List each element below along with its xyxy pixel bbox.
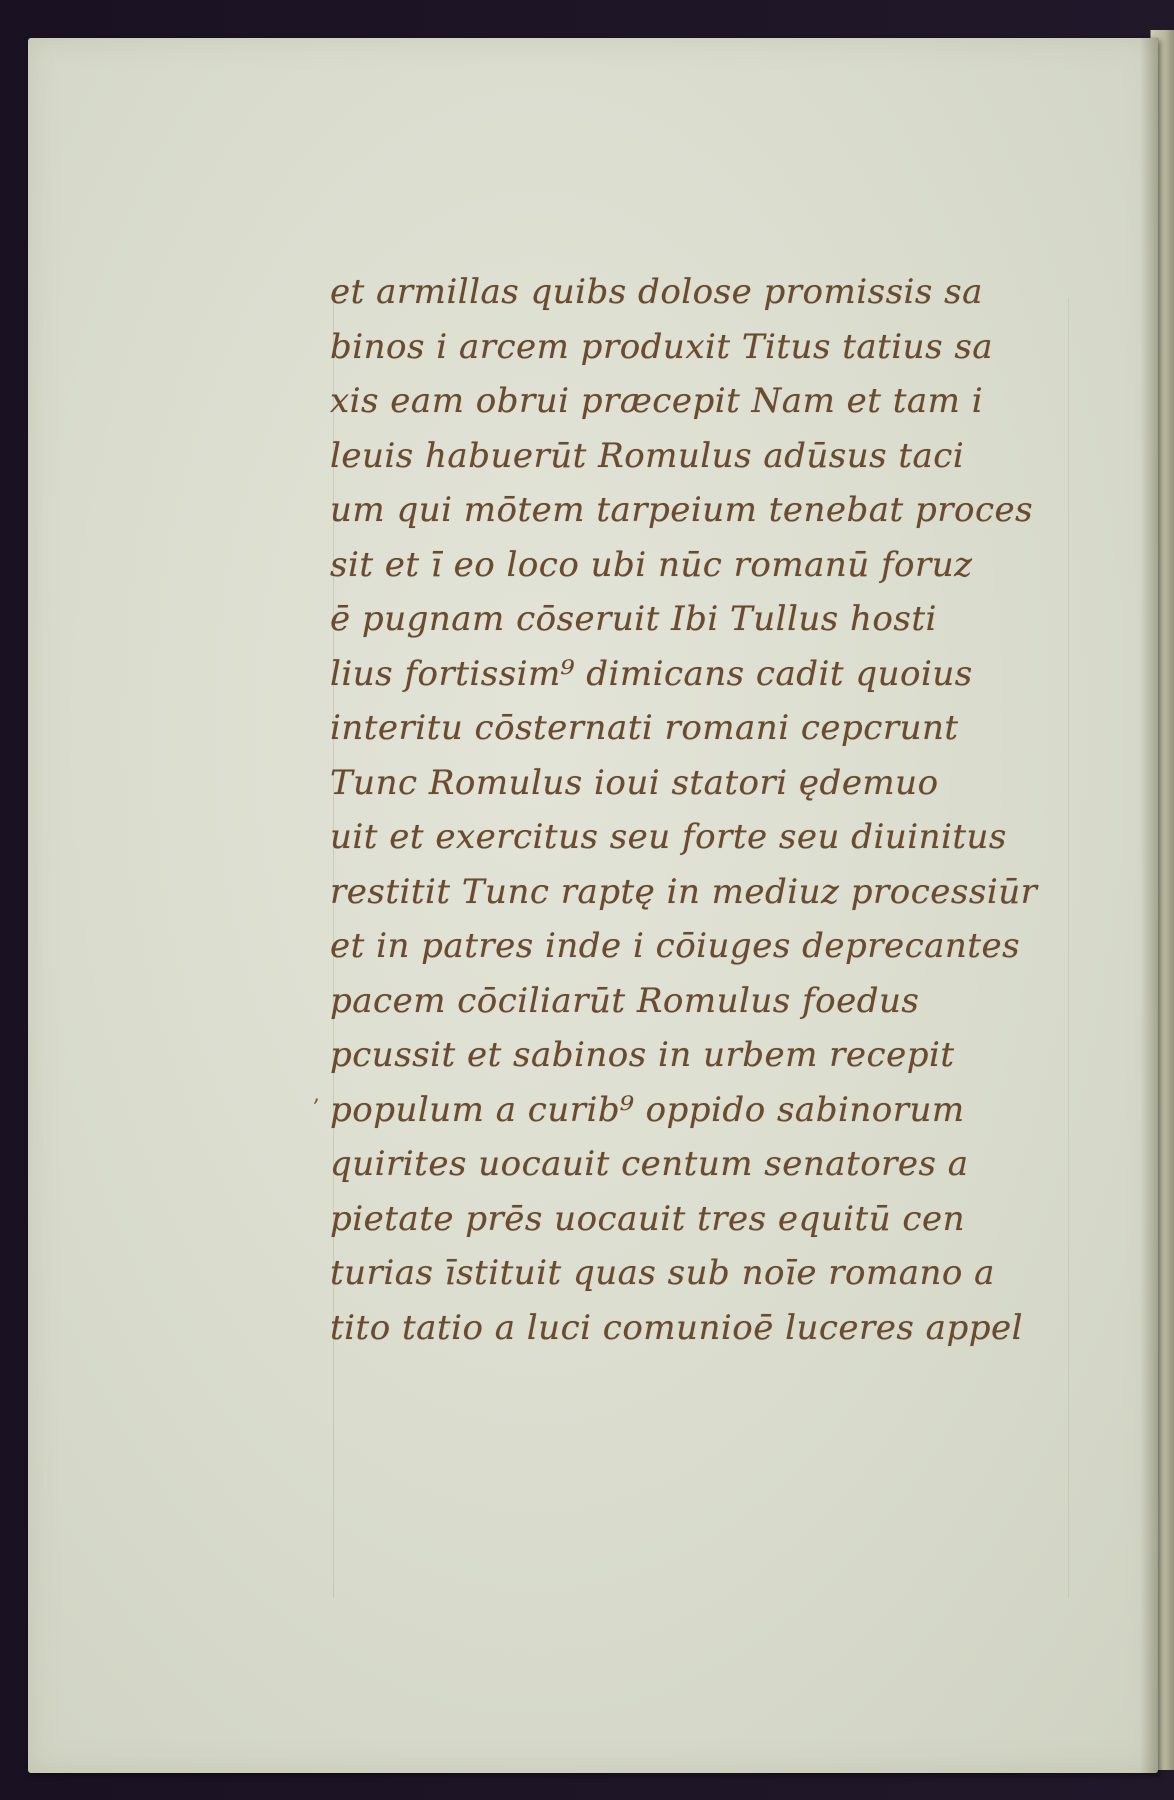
text-line: leuis habuerūt Romulus adūsus taci bbox=[330, 435, 965, 476]
text-line: uit et exercitus seu forte seu diuinitus bbox=[330, 817, 1007, 857]
text-line: um qui mōtem tarpeium tenebat proces bbox=[330, 490, 1034, 530]
text-line: sit et ī eo loco ubi nūc romanū foruz bbox=[330, 544, 973, 585]
text-line: pietate prēs uocauit tres equitū cen bbox=[330, 1198, 965, 1239]
text-line: pcussit et sabinos in urbem recepit bbox=[330, 1035, 955, 1075]
text-line: restitit Tunc raptę in mediuz processiūr bbox=[330, 871, 1038, 912]
margin-mark: , bbox=[313, 1082, 320, 1107]
text-line: quirites uocauit centum senatores a bbox=[330, 1144, 969, 1184]
text-line: tito tatio a luci comunioē luceres appel bbox=[330, 1307, 1023, 1348]
text-line: lius fortissim⁹ dimicans cadit quoius bbox=[330, 653, 973, 694]
page-gutter-shadow bbox=[1140, 38, 1158, 1773]
text-line: interitu cōsternati romani cepcrunt bbox=[330, 708, 959, 748]
text-line: populum a curib⁹ oppido sabinorum bbox=[330, 1089, 965, 1130]
text-line: ē pugnam cōseruit Ibi Tullus hosti bbox=[330, 599, 937, 639]
text-line: xis eam obrui præcepit Nam et tam i bbox=[330, 381, 984, 421]
text-line: et armillas quibs dolose promissis sa bbox=[330, 272, 983, 312]
text-line: pacem cōciliarūt Romulus foedus bbox=[330, 980, 920, 1021]
text-line: turias īstituit quas sub noīe romano a bbox=[330, 1253, 995, 1293]
text-line: et in patres inde i cōiuges deprecantes bbox=[330, 926, 1021, 966]
manuscript-text-block bbox=[330, 265, 1090, 1355]
text-line: Tunc Romulus ioui statori ędemuo bbox=[330, 762, 939, 803]
text-line: binos i arcem produxit Titus tatius sa bbox=[330, 326, 994, 367]
